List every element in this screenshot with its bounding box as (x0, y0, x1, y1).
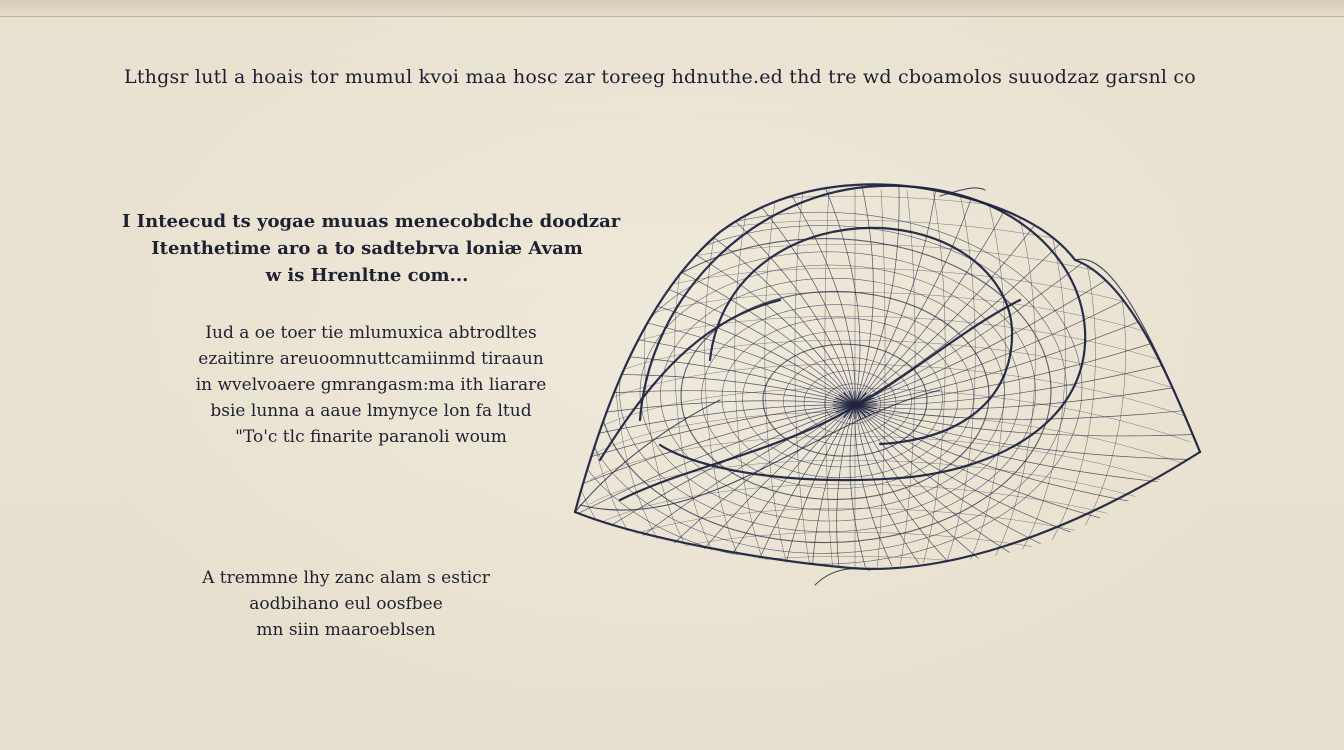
wire-ray (811, 405, 855, 610)
wire-ray (855, 405, 1213, 487)
wire-ray (850, 405, 897, 610)
wireframe-illustration (560, 170, 1220, 610)
wire-ray (855, 405, 1176, 537)
wireframe-globe-sketch-icon (560, 170, 1220, 610)
intro-line: w is Hrenltne com... (265, 265, 469, 286)
body-line: in wvelvoaere gmrangasm:ma ith liarare (195, 375, 547, 395)
wire-ray (618, 405, 855, 599)
wire-ray (560, 323, 855, 405)
wire-latitude (590, 364, 1190, 418)
wire-ray (855, 405, 1152, 559)
footer-line: aodbihano eul oosfbee (249, 594, 443, 614)
intro-paragraph (122, 208, 621, 289)
intro-line: Itenthetime aro a to sadtebrva loniæ Avam (151, 238, 583, 259)
body-line: Iud a oe toer tie mlumuxica abtrodltes (205, 323, 537, 343)
wire-ray (855, 298, 1197, 405)
wire-meridian (560, 190, 634, 570)
page-top-edge (0, 0, 1344, 17)
footer-line: mn siin maaroeblsen (256, 620, 436, 640)
wire-ray (855, 405, 1057, 610)
wire-contour (600, 300, 780, 460)
intro-line: I Inteecud ts yogae muuas menecobdche doodzar (122, 211, 621, 232)
wire-ray (855, 170, 939, 405)
wire-latitude (590, 412, 1190, 466)
wire-ray (855, 171, 980, 405)
wire-ray (771, 405, 855, 610)
wire-outline (815, 569, 870, 585)
wire-ray (560, 350, 855, 405)
wire-latitude (590, 244, 1190, 298)
wire-ray (560, 251, 855, 405)
wire-ray (855, 170, 899, 405)
wire-mesh (560, 170, 1220, 610)
body-line: "To'c tlc finarite paranoli woum (235, 427, 507, 447)
wire-meridian (877, 190, 885, 570)
footer-note (186, 565, 506, 643)
body-line: bsie lunna a aaue lmynyce lon fa ltud (210, 401, 532, 421)
wire-latitude (590, 196, 1190, 250)
wire-ray (837, 405, 855, 610)
wire-latitude (590, 532, 1190, 586)
wire-contour (620, 300, 1020, 500)
wire-meridian (825, 190, 833, 570)
wire-latitude (590, 556, 1190, 610)
wire-ring (579, 225, 1067, 553)
wire-ray (855, 170, 873, 405)
wire-ray (587, 405, 855, 580)
page-headline: Lthgsr lutl a hoais tor mumul kvoi maa hosc zar toreeg hdnuthe.ed thd tre wd cboamolos suuodzaz garsnl co (124, 66, 1196, 88)
wire-latitude (590, 460, 1190, 514)
footer-line: A tremmne lhy zanc alam s esticr (202, 568, 490, 588)
wire-meridian (899, 190, 915, 570)
wire-ray (771, 170, 856, 405)
wire-ray (653, 405, 855, 610)
wire-meridian (675, 190, 723, 570)
body-line: ezaitinre areuoomnuttcamiinmd tiraaun (198, 349, 544, 369)
wire-meridian (988, 190, 1036, 570)
wire-ray (855, 273, 1176, 405)
wire-ray (855, 405, 1020, 610)
wire-outline (1075, 259, 1195, 440)
wire-meridian (705, 190, 745, 570)
wire-meridian (921, 190, 945, 570)
body-paragraph (176, 320, 566, 450)
